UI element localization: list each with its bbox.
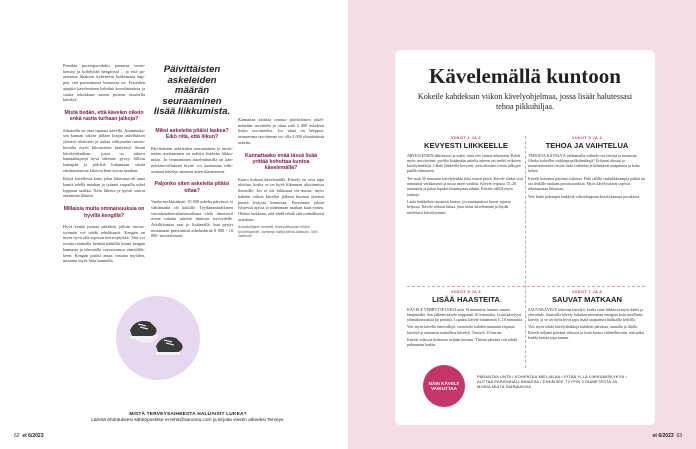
effects-badge-label: NÄIN KÄVELY VAIKUTTAA	[428, 380, 460, 391]
paragraph: Päivittäisten askeleiden seuraaminen ja tavoit-teiden asettaminen on todettu lisäävän liikku-mista. Jo seuraaminen askelmittarilla tai kän-nykkäsovelluksen kiyttö voi kannustaa valit-semaan kävelyn moneen arjen tilanteeseen.	[151, 145, 233, 174]
magazine-issue: et 6/2023	[22, 433, 44, 439]
week-heading: SAUVAT MATKAAN	[551, 295, 623, 305]
paragraph: Kannattaa aloittaa omasta päivittäisten askel-määrään tavoittelu ja ottaa siitä 2 000 askeleen lisäys tavoitteeksi. Jos tämä on helppoa, seuraavana tavoitteena voi olla 4 000 ylimääräistä askelta.	[238, 117, 324, 145]
sneakers-icon	[116, 296, 200, 380]
page-number: 63	[676, 433, 682, 439]
paragraph: Kävele viikossa kolmesta neljään kertaan. Yhtenä päivänä voit tehdä pidemmän lenkin.	[407, 337, 517, 348]
row-divider	[407, 286, 645, 287]
week-heading: TEHOA JA VAIHTELUA	[545, 141, 629, 151]
question-heading: Mistä tiedän, että kävelen oikein enkä rasita turhaan jalkoja?	[64, 109, 144, 123]
program-lead: Kokeile kahdeksan viikon kävelyohjelmaa, jossa lisäät halutessasi tehoa pikkuhiljaa.	[417, 92, 633, 111]
page-number-right	[653, 433, 682, 439]
paragraph: Käytä kävellessä koko jalan liikerataa eli anna kantta edellä maahan ja työnnä varpailla askel loppuun saakka. Näin liiketta ja pyörii saavat enemmän liikettä.	[63, 176, 145, 199]
walking-program-card	[395, 50, 655, 425]
expert-caption: Asiantuntijana: dosentti, terveysliikunnan tohtori, fysioterapeutti, varhempi tutkija Minna Aittasalo, UKK-instituutti.	[238, 225, 319, 239]
magazine-issue: et 6/2023	[652, 433, 674, 439]
effects-list: PARANTAA UNTA / KOHENTAA MIELIALAA / PITÄÄ YLLÄ LIIKKUMISKYKYÄ / AUTTAA PAINONHALLINNASSA / EHKÄISEE TYYPIN 2 DIABETESTA JA MONIA MUITA SAIRAUKSIA	[477, 374, 627, 390]
week-block-1	[407, 136, 525, 217]
program-title: Kävelemällä kuntoon	[429, 64, 621, 88]
paragraph: Kävele kolmena päivänä viikossa. Pidä välillä vauhdikkaampia pätkiä tai ota lenkille mukaan porrasosuuksia. Myös kävelysauvat sopivat tehostamaan liikuntaa.	[528, 175, 645, 192]
footer-prompt	[63, 412, 313, 424]
week-label: VIIKOT 1 JA 2	[451, 136, 481, 140]
right-page	[348, 0, 696, 449]
week-block-4	[528, 290, 646, 342]
pull-quote: Päivittäisten askeleiden määrän seuraaminen lisää liikkumista.	[153, 64, 231, 118]
article-column-2	[151, 63, 233, 242]
page-number-left	[14, 433, 43, 439]
paragraph: Voit myös tehdä kävelylenkkejä kahdesti päivässä, aamulla ja illalla. Kävele neljänä päivänä viikossa ja lisää kestoa vähitellen niin, että pitkä lenkki kestää jopa tunnin.	[528, 324, 644, 341]
article-column-3	[238, 63, 324, 239]
week-label: VIIKOT 3 JA 4	[572, 136, 602, 140]
paragraph: Jokaisella on oma tapansa kävellä. Asianmuka-sen kannan valitse jalkine korjaa askelluksen yleensä riittävästi ja auttaa välttymään rasitus-kivuilta myös kilometrien kertyessä. Sinun kävelytekniikan, jossa on tukeva kantaaikaperjä hyvä rakenne, pysyy. Silloin kantapää ja päk-kiä liukumaan siistiä ensimmäisessä kiloissa liian kovaa maahan.	[63, 127, 145, 173]
paragraph: Voit myös kävellä intervalleja: vuorottele kahden minuutin reipasta kävelyä ja minuutin rauhallista kävelyä. Toista 6–10 kertaa.	[407, 324, 515, 335]
paragraph: Tee noin 30 minuutin kävelylenkki joka toinen päivä. Kävele aluksi viisi minuuttia verkkaisesti ja nosta sitten vauhtia. Kävele reipasta 15–20 minuuttia ja palaa lopuksi hitaampaan tahtiin. Kävele välillä myös taukoja.	[407, 175, 524, 197]
article-column-1	[63, 63, 145, 267]
spacer	[238, 63, 324, 117]
paragraph: Voit lisätä pidempiä lenkkejä viikonloppuun kävelykamuja porukassa.	[528, 193, 641, 199]
question-heading: Kannattaako enää tässä lisää yrittää kohottaa kuntoa kävelemällä?	[244, 152, 318, 172]
week-heading: LISÄÄ HAASTEITA	[432, 295, 500, 305]
shoes-illustration	[116, 296, 200, 380]
paragraph: Kunto kohoaa kävelemällä. Kävely on oiva tapa aloittaa, koska se on hyvä liikunnan aloittamista ihmisille. Jos et ole liikkunut ole-massa, myös kahden viikon kävelyn jälkeen huomat yleensä pientä lisäystä kunnossa. Paremmin jaksat lyhyessä ajassa jo pidemmän matkan kuin ennen. Olekin tarkkana, että ehdit tehdä sitä rauhallisesti asteittain.	[238, 176, 324, 222]
paragraph: KÄVELE VERRYTTELYKSI noin 10 minuuttia, kunnes tuntuu lämpimältä. Sen jälkeen kävele reippaasti 30 minuuttia. Lisää kävelyyn ylämäkiosuuksia tai portaita. Lopuksi kävele hitaammin 5–10 minuuttia.	[407, 306, 524, 323]
question-heading: Miksi askeleita pitäisi laskea? Eikö riitä, että liikun?	[155, 127, 229, 141]
question-heading: Millaisia muita ominaisuuksia on hyvillä kengillä?	[63, 206, 145, 219]
footer-question: MISTÄ TERVEYSAIHEESTA HALUAISIT LUKEA?	[129, 412, 247, 417]
question-heading: Paljonko siten askeleita pitäisi ottaa?	[154, 181, 230, 194]
column-divider	[525, 136, 526, 368]
week-block-3	[407, 290, 525, 350]
paragraph: Pienikin porrasporrahdys parantaa veren-kiertoa ja kiihdyttää hengitystä – ja estä pa-rannusta lihaksen kykenevät kulkemaan hap-pea, sitä paremmassa kunnossa on. Portaiden ajaajiin kävelemisen kehittää koordinaatiota ja vaatia tehokkaan suurin piirtein tasaisella kävelyä.	[63, 63, 145, 103]
paragraph: ARVIOI ENSIN lähtötasosi ja mieti, mitä olet valmis tekemään. Pohdi myös tavoitteitasi: pyritkö lisäämään askelia arkeen vai teetkö erikseen kävelylenkkejä. Lähde liikkeelle kevyesti, jotta elimistö tottuu jalkojen päällä olemiseen.	[407, 152, 521, 174]
footer-line: Lähetä ehdotuksesi sähköpostitse et-lehti@sanoma.com ja kirjoita viestin aiheeksi Terveys.	[91, 418, 285, 424]
paragraph: Hyvä kenkä joustaa päkiästä, jolloin varvas-työnnön voi tehdä tehokkaasti. Kengän on myös hyvä olla sopivan kierrosjäykkä. Tätä voi testata ottamalla kenkää kädelliä kiinni kengän kannasta ja tekemällä varvasosassa vääntöliik-keen. Kengän pitäisi antaa vastaan myöden, muuttuu myös liike kunnolla.	[63, 223, 145, 264]
effects-badge	[423, 365, 465, 407]
week-block-2	[528, 136, 646, 201]
paragraph: SAUVAKÄVELY tehostaa kävelyä, koska siinä liikkuvat myös kädet ja ylävartalo. Sauvoilla kävely kuluttaa enemmän energiaa kuin tavallinen kävely, ja se on myös hyvä tapa lisätä tasapainoa liukkailla keleillä.	[528, 306, 644, 323]
paragraph: Lisää lenkkeihin tasaisesti kestoa, jos ensimmäiset kerrat sujuvat helposti. Kävele reilusti lukua, jotta tottut kävelemään ja löydät mieleisesi kävelyrytmin.	[407, 198, 511, 215]
week-heading: KEVYESTI LIIKKEELLE	[424, 141, 508, 151]
paragraph: Vanha nyrkkisääntö, 10 000 askelta päivässä, ei välttämättä ole kaikille. Tyydämmäsäikinen vuorokaudenvalmistusaikana vielä ilmeisesti useaa tuhatta askeltä ihmisen terveydelle. Arkiliikuntaa saat jo lisäämällä, kun pystyt nostamaan päivittäistä askelmäärää 8 000 - 10 000 -tavoitteeseen.	[151, 199, 233, 239]
page-number: 62	[14, 433, 20, 439]
paragraph: TEHOSTA KÄVELYÄ vaihtamalla vaihtele-via reittejä ja maastoja. Oletko kokeillut vaikkapa polkulenkkejä? Erilaiset alustat ja maastonmuodot tuovat lisää vaihtelua ja kehittävät tasapainoa ja koko kehoa.	[528, 152, 640, 174]
week-label: VIIKOT 7 JA 8	[572, 290, 602, 294]
week-label: VIIKOT 5 JA 6	[451, 290, 481, 294]
